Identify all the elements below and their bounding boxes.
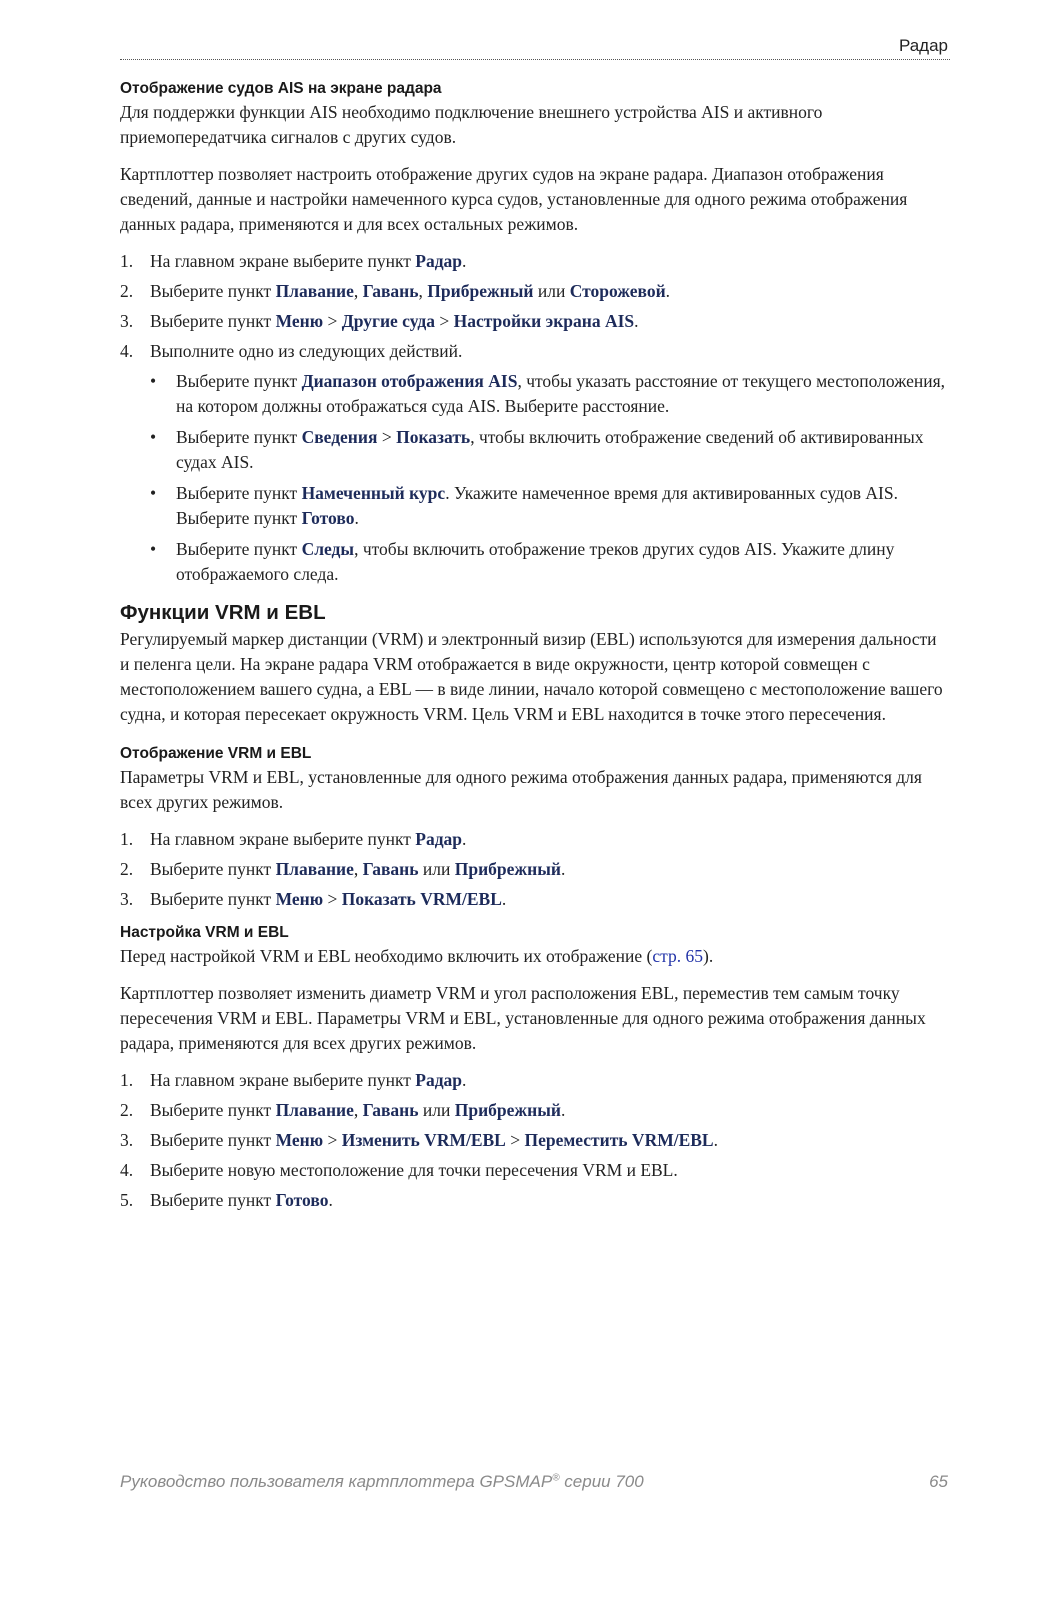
bullet-mark: • bbox=[150, 371, 157, 391]
step-number: 2. bbox=[120, 859, 134, 879]
paragraph: Картплоттер позволяет изменить диаметр VRM и угол расположения EBL, переместив тем самым точку пересечения VRM и EBL. Параметры VRM и EBL, установленные для одного режима отображения данных радара, применяются для всех других режимов. bbox=[120, 983, 926, 1053]
bullet-list bbox=[120, 369, 950, 587]
header-rule bbox=[120, 59, 950, 60]
bullet-text: Выберите пункт Диапазон отображения AIS, чтобы указать расстояние от текущего местоположения, на котором должны отображаться суда AIS. Выберите расстояние. bbox=[176, 371, 946, 416]
steps-list bbox=[120, 249, 950, 364]
step-text: На главном экране выберите пункт Радар. bbox=[150, 251, 467, 271]
step-text: Выберите пункт Меню > Изменить VRM/EBL > Переместить VRM/EBL. bbox=[150, 1130, 718, 1150]
list-item bbox=[120, 1158, 950, 1183]
heading-ais-on-radar: Отображение судов AIS на экране радара bbox=[120, 80, 442, 97]
heading-vrm-ebl-functions: Функции VRM и EBL bbox=[120, 601, 326, 624]
page-content bbox=[120, 76, 950, 1218]
step-number: 3. bbox=[120, 311, 134, 331]
bullet-mark: • bbox=[150, 427, 157, 447]
bullet-text: Выберите пункт Следы, чтобы включить отображение треков других судов AIS. Укажите длину отображаемого следа. bbox=[176, 539, 895, 584]
list-item bbox=[120, 1098, 950, 1123]
step-number: 3. bbox=[120, 889, 134, 909]
heading-vrm-ebl-display: Отображение VRM и EBL bbox=[120, 745, 312, 762]
bullet-item bbox=[150, 537, 950, 587]
step-number: 1. bbox=[120, 829, 134, 849]
list-item bbox=[120, 827, 950, 852]
list-item bbox=[120, 1068, 950, 1093]
bullet-item bbox=[150, 481, 950, 531]
step-text: Выберите пункт Плавание, Гавань или Прибрежный. bbox=[150, 859, 566, 879]
step-number: 1. bbox=[120, 1070, 134, 1090]
bullet-item bbox=[150, 425, 950, 475]
list-item bbox=[120, 339, 950, 364]
bullet-text: Выберите пункт Сведения > Показать, чтобы включить отображение сведений об активированных судах AIS. bbox=[176, 427, 924, 472]
paragraph: Регулируемый маркер дистанции (VRM) и электронный визир (EBL) используются для измерения дальности и пеленга цели. На экране радара VRM отображается в виде окружности, центр которой совмещен с местоположением вашего судна, а EBL — в виде линии, начало которой совмещено с местоположение вашего судна, и которая пересекает окружность VRM. Цель VRM и EBL находится в точке этого пересечения. bbox=[120, 629, 943, 724]
list-item bbox=[120, 857, 950, 882]
list-item bbox=[120, 1188, 950, 1213]
step-number: 1. bbox=[120, 251, 134, 271]
bullet-mark: • bbox=[150, 539, 157, 559]
steps-list bbox=[120, 827, 950, 912]
list-item bbox=[120, 887, 950, 912]
heading-vrm-ebl-setup: Настройка VRM и EBL bbox=[120, 924, 289, 941]
step-text: Выполните одно из следующих действий. bbox=[150, 341, 463, 361]
paragraph: Для поддержки функции AIS необходимо подключение внешнего устройства AIS и активного приемопередатчика сигналов с других судов. bbox=[120, 102, 823, 147]
step-text: На главном экране выберите пункт Радар. bbox=[150, 1070, 467, 1090]
step-number: 5. bbox=[120, 1190, 134, 1210]
page-link[interactable]: стр. 65 bbox=[652, 946, 704, 966]
steps-list bbox=[120, 1068, 950, 1213]
list-item bbox=[120, 309, 950, 334]
step-number: 2. bbox=[120, 281, 134, 301]
step-text: Выберите пункт Готово. bbox=[150, 1190, 333, 1210]
paragraph: Параметры VRM и EBL, установленные для одного режима отображения данных радара, применяются для всех других режимов. bbox=[120, 767, 922, 812]
list-item bbox=[120, 279, 950, 304]
paragraph: Картплоттер позволяет настроить отображение других судов на экране радара. Диапазон отображения сведений, данные и настройки намеченного курса судов, установленные для одного режима отображения данных радара, применяются и для всех остальных режимов. bbox=[120, 164, 908, 234]
bullet-mark: • bbox=[150, 483, 157, 503]
step-number: 4. bbox=[120, 341, 134, 361]
step-number: 4. bbox=[120, 1160, 134, 1180]
step-text: На главном экране выберите пункт Радар. bbox=[150, 829, 467, 849]
step-text: Выберите пункт Плавание, Гавань или Прибрежный. bbox=[150, 1100, 566, 1120]
list-item bbox=[120, 1128, 950, 1153]
step-text: Выберите пункт Меню > Показать VRM/EBL. bbox=[150, 889, 507, 909]
footer-manual-title: Руководство пользователя картплоттера GPSMAP® серии 700 bbox=[120, 1472, 644, 1491]
page-number: 65 bbox=[929, 1472, 948, 1491]
paragraph: Перед настройкой VRM и EBL необходимо включить их отображение (стр. 65). bbox=[120, 946, 714, 966]
step-text: Выберите пункт Плавание, Гавань, Прибрежный или Сторожевой. bbox=[150, 281, 671, 301]
bullet-text: Выберите пункт Намеченный курс. Укажите намеченное время для активированных судов AIS. Выберите пункт Готово. bbox=[176, 483, 898, 528]
step-text: Выберите пункт Меню > Другие суда > Настройки экрана AIS. bbox=[150, 311, 639, 331]
step-text: Выберите новую местоположение для точки пересечения VRM и EBL. bbox=[150, 1160, 678, 1180]
step-number: 3. bbox=[120, 1130, 134, 1150]
list-item bbox=[120, 249, 950, 274]
bullet-item bbox=[150, 369, 950, 419]
running-header: Радар bbox=[898, 36, 948, 55]
step-number: 2. bbox=[120, 1100, 134, 1120]
